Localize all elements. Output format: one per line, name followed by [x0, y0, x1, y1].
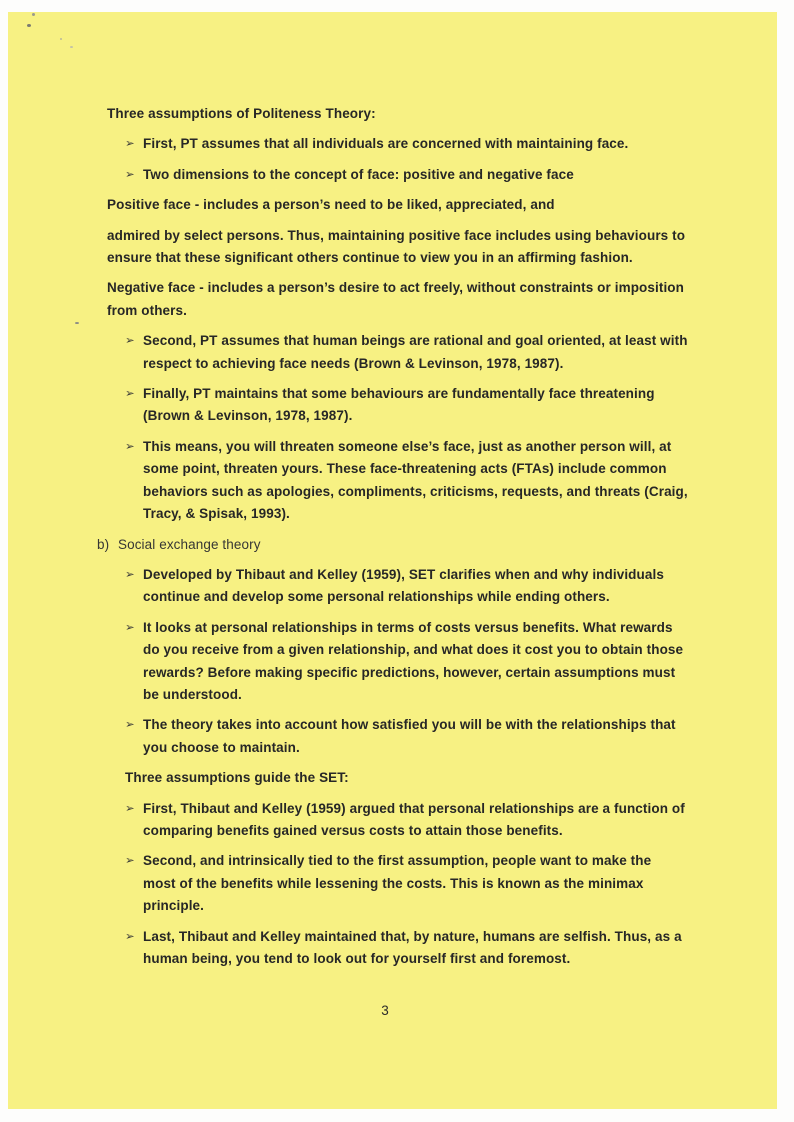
text-line: from others. — [107, 302, 187, 318]
text-line: Second, PT assumes that human beings are rational and goal oriented, at least with — [143, 333, 688, 349]
text-line: First, Thibaut and Kelley (1959) argued that personal relationships are a function of — [143, 800, 685, 816]
scan-speck — [27, 24, 31, 27]
bullet-item — [107, 617, 732, 707]
bullet-text — [143, 330, 688, 375]
text-line: human being, you tend to look out for yourself first and foremost. — [143, 951, 571, 966]
list-label: b) — [97, 536, 110, 552]
section-heading — [107, 103, 732, 125]
text-line: Second, and intrinsically tied to the first assumption, people want to make the — [143, 853, 652, 869]
paragraph — [107, 225, 732, 270]
text-line: This means, you will threaten someone else’s face, just as another person will, at — [143, 438, 672, 454]
text-line: do you receive from a given relationship, and what does it cost you to obtain those — [143, 642, 684, 658]
text-line: most of the benefits while lessening the costs. This is known as the minimax — [143, 875, 644, 891]
bullet-text — [143, 926, 682, 971]
text-line: be understood. — [143, 686, 242, 702]
bullet-text — [143, 133, 628, 155]
scan-speck — [75, 322, 79, 324]
text-line: principle. — [143, 898, 205, 914]
list-item-text — [118, 534, 261, 556]
scan-speck — [70, 46, 73, 48]
text-line: Social exchange theory — [118, 536, 261, 552]
bullet-text — [143, 714, 676, 759]
bullet-text — [143, 564, 664, 609]
bullet-arrow-icon: ➢ — [125, 568, 135, 581]
text-line: Tracy, & Spisak, 1993). — [143, 506, 290, 522]
text-line: Developed by Thibaut and Kelley (1959), SET clarifies when and why individuals — [143, 566, 664, 582]
text-line: admired by select persons. Thus, maintaining positive face includes using behaviours to — [107, 227, 686, 243]
bullet-text — [143, 383, 655, 428]
text-line: Three assumptions guide the SET: — [125, 770, 349, 786]
text-line: behaviors such as apologies, compliments, criticisms, requests, and threats (Craig, — [143, 483, 688, 499]
text-line: First, PT assumes that all individuals are concerned with maintaining face. — [143, 136, 629, 152]
text-line: rewards? Before making specific predictions, however, certain assumptions must — [143, 664, 676, 680]
text-line: some point, threaten yours. These face-threatening acts (FTAs) include common — [143, 461, 667, 477]
bullet-text — [143, 617, 683, 707]
bullet-arrow-icon: ➢ — [125, 621, 135, 634]
text-line: Negative face - includes a person’s desire to act freely, without constraints or imposition — [107, 280, 684, 296]
text-line: ensure that these significant others continue to view you in an affirming fashion. — [107, 250, 633, 266]
text-line: Finally, PT maintains that some behaviours are fundamentally face threatening — [143, 386, 655, 402]
bullet-arrow-icon: ➢ — [125, 335, 135, 348]
bullet-arrow-icon: ➢ — [125, 138, 135, 151]
bullet-item — [107, 383, 732, 428]
document-content — [97, 103, 732, 978]
bullet-item — [107, 798, 732, 843]
scan-speck — [32, 13, 35, 16]
section-heading — [125, 767, 732, 789]
paragraph — [107, 194, 732, 216]
text-line: Two dimensions to the concept of face: positive and negative face — [143, 166, 574, 182]
bullet-arrow-icon: ➢ — [125, 440, 135, 453]
bullet-item — [107, 850, 732, 917]
bullet-arrow-icon: ➢ — [125, 930, 135, 943]
bullet-item — [107, 164, 732, 186]
bullet-arrow-icon: ➢ — [125, 719, 135, 732]
bullet-arrow-icon: ➢ — [125, 168, 135, 181]
text-line: respect to achieving face needs (Brown & Levinson, 1978, 1987). — [143, 355, 564, 371]
text-line: Three assumptions of Politeness Theory: — [107, 106, 376, 121]
bullet-text — [143, 850, 651, 917]
bullet-arrow-icon: ➢ — [125, 855, 135, 868]
bullet-item — [107, 133, 732, 155]
text-line: you choose to maintain. — [143, 739, 300, 755]
bullet-text — [143, 798, 685, 843]
bullet-item — [107, 714, 732, 759]
bullet-arrow-icon: ➢ — [125, 802, 135, 815]
bullet-item — [107, 436, 732, 526]
text-line: continue and develop some personal relationships while ending others. — [143, 589, 610, 605]
text-line: The theory takes into account how satisfied you will be with the relationships that — [143, 717, 676, 733]
list-item-alpha — [97, 534, 732, 556]
scanned-page — [8, 12, 777, 1109]
paragraph — [107, 277, 732, 322]
bullet-text — [143, 436, 688, 526]
bullet-text — [143, 164, 574, 186]
text-line: It looks at personal relationships in terms of costs versus benefits. What rewards — [143, 619, 673, 635]
page-number: 3 — [381, 1003, 389, 1018]
text-line: (Brown & Levinson, 1978, 1987). — [143, 408, 353, 424]
bullet-item — [107, 564, 732, 609]
bullet-item — [107, 926, 732, 971]
bullet-arrow-icon: ➢ — [125, 388, 135, 401]
text-line: comparing benefits gained versus costs to attain those benefits. — [143, 822, 563, 838]
text-line: Positive face - includes a person’s need to be liked, appreciated, and — [107, 197, 555, 213]
scan-speck — [60, 38, 62, 40]
text-line: Last, Thibaut and Kelley maintained that, by nature, humans are selfish. Thus, as a — [143, 928, 682, 944]
bullet-item — [107, 330, 732, 375]
